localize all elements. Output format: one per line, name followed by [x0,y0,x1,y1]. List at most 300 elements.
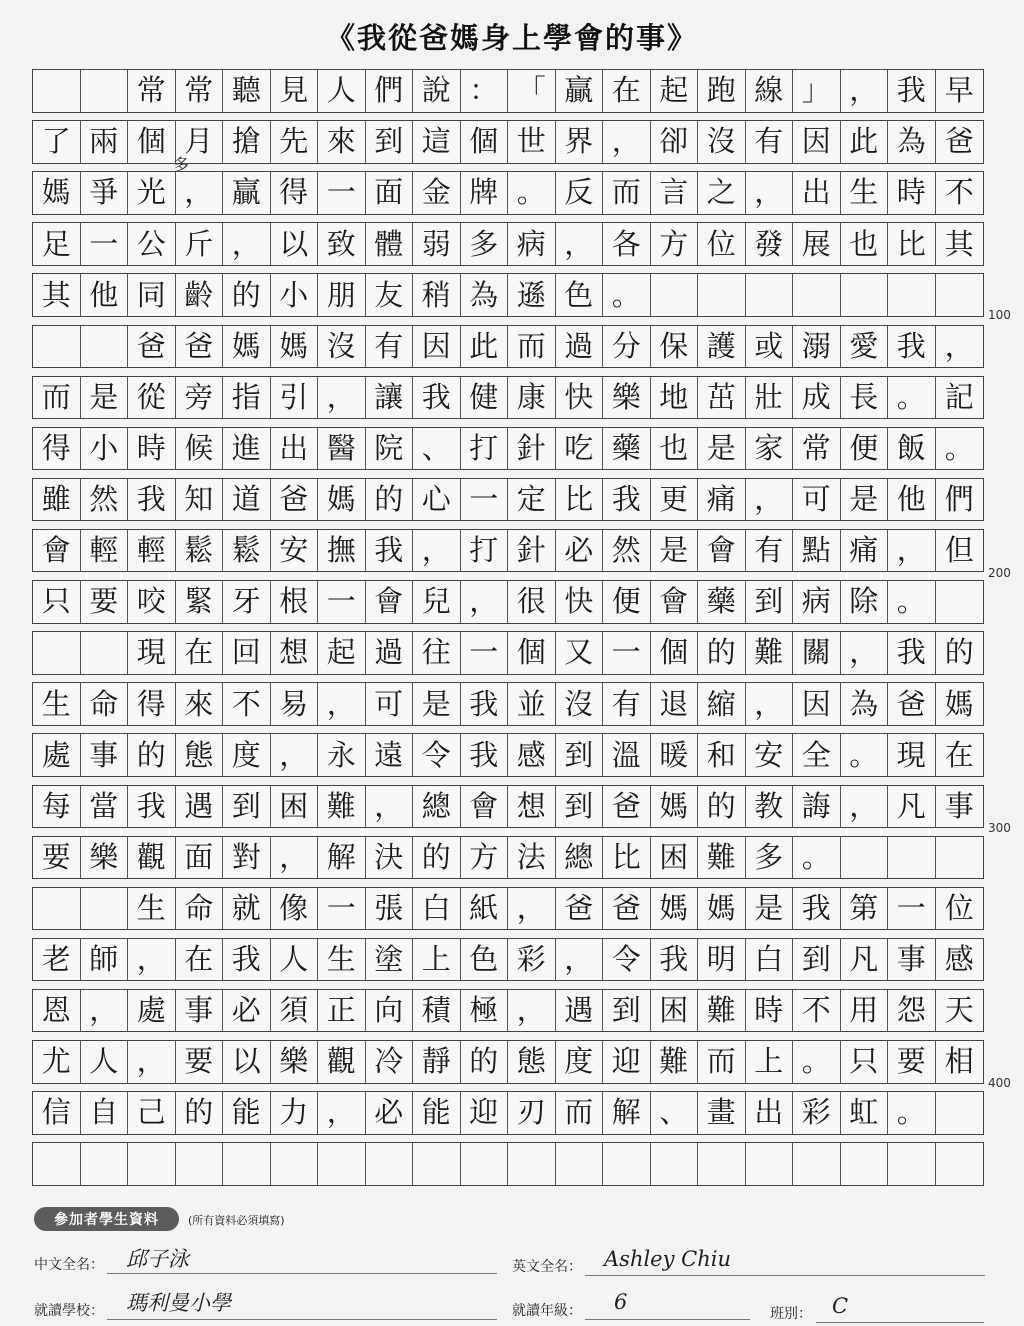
grid-cell [461,1143,509,1185]
grid-cell: 沒 [698,121,746,163]
grid-cell: 誨 [793,786,841,828]
grid-cell: 友 [366,274,414,316]
grid-cell [651,1143,699,1185]
grid-cell: 天 [944,993,974,1028]
grid-cell: 一 [318,888,366,930]
grid-cell: 公 [128,223,176,265]
grid-cell: 的 [176,1092,224,1134]
grid-cell: 退 [651,683,699,725]
grid-cell: 我 [651,939,699,981]
grid-cell: 事 [176,990,224,1032]
grid-cell: 指 [223,377,271,419]
grade-value: 6 [614,1290,628,1314]
grid-cell: 現 [128,632,176,674]
grid-cell [793,274,841,316]
grid-cell [33,888,81,930]
grid-cell: 家 [746,428,794,470]
grid-cell: 對 [223,837,271,879]
grid-cell: 人 [81,1041,129,1083]
grid-cell: 茁 [698,377,746,419]
grid-cell: ， [508,888,556,930]
grid-row [32,580,984,624]
grid-cell: 可 [366,683,414,725]
grid-cell: 得 [128,683,176,725]
grid-cell: 以 [223,1041,271,1083]
grid-cell: 。 [841,734,889,776]
grid-cell: 其 [33,274,81,316]
grid-cell [81,1143,129,1185]
grid-row [32,376,984,420]
grid-cell: 想 [508,786,556,828]
grid-cell: 人 [271,939,319,981]
grid-cell: 康 [508,377,556,419]
grid-cell: 媽 [944,686,974,721]
grid-cell: 月 [176,121,224,163]
class-value: C [832,1294,849,1318]
grid-cell: 爸 [556,888,604,930]
grid-row [32,171,984,215]
grid-cell: 記 [944,379,974,414]
grid-cell: 媽 [271,326,319,368]
grid-cell: ， [128,1041,176,1083]
grid-cell: 一 [81,223,129,265]
grid-row [32,1091,984,1135]
grid-cell: 一 [318,172,366,214]
grid-cell: 比 [556,479,604,521]
grid-cell: 打 [461,530,509,572]
grid-cell: 態 [508,1041,556,1083]
grid-cell: 事 [888,939,936,981]
grid-cell: 咬 [128,581,176,623]
grid-cell: 愛 [841,326,889,368]
grid-cell: 護 [698,326,746,368]
grid-cell: 在 [603,70,651,112]
grid-cell: 觀 [128,837,176,879]
english-name-label: 英文全名： [512,1259,582,1275]
grid-cell: 分 [603,326,651,368]
grid-cell: ， [556,223,604,265]
grid-cell: 畫 [698,1092,746,1134]
grid-cell: 過 [556,326,604,368]
grid-cell: 說 [413,70,461,112]
grid-cell: 候 [176,428,224,470]
grid-cell: 。 [508,172,556,214]
grid-cell: 斤 [176,223,224,265]
grid-cell: 個 [508,632,556,674]
grid-row [32,273,984,317]
grid-cell: 齡 [176,274,224,316]
grid-cell: 媽 [318,479,366,521]
grid-cell: ， [366,786,414,828]
grid-cell: 媽 [223,326,271,368]
grid-cell: 因 [793,121,841,163]
grid-cell: 贏 [556,70,604,112]
grid-cell: 可 [793,479,841,521]
grid-cell: 個 [128,121,176,163]
chinese-name-line [107,1273,497,1274]
grid-cell [176,1143,224,1185]
grid-cell: 到 [746,581,794,623]
grid-row [32,938,984,982]
grid-cell: 為 [888,121,936,163]
grid-cell: 永 [318,734,366,776]
grid-cell: 他 [888,479,936,521]
english-name-line [585,1275,985,1276]
grid-cell: ， [841,632,889,674]
counter-200: 200 [988,566,1011,580]
grid-cell [318,1143,366,1185]
grid-cell: 難 [698,837,746,879]
grid-cell: 為 [841,683,889,725]
grid-cell: 遜 [508,274,556,316]
grid-cell: 從 [128,377,176,419]
grid-cell: 自 [81,1092,129,1134]
grid-cell: 的 [698,786,746,828]
grid-cell: 並 [508,683,556,725]
grid-row [32,989,984,1033]
grid-cell: 長 [841,377,889,419]
grid-cell [81,888,129,930]
grid-cell: 處 [33,734,81,776]
grade-label: 就讀年級： [512,1303,582,1319]
grid-cell: 縮 [698,683,746,725]
grid-cell: ， [841,70,889,112]
grid-cell [746,274,794,316]
grid-cell [603,1143,651,1185]
grid-cell: 爸 [176,326,224,368]
grid-row [32,682,984,726]
grid-cell: 的 [128,734,176,776]
grid-cell: 。 [888,1092,936,1134]
grid-cell: ， [556,939,604,981]
grid-cell: 媽 [33,172,81,214]
chinese-name-label: 中文全名： [34,1257,104,1273]
grid-cell: 時 [128,428,176,470]
grid-cell: 很 [508,581,556,623]
grid-cell: 體 [366,223,414,265]
grid-cell: 現 [888,734,936,776]
grid-cell: 命 [176,888,224,930]
grid-cell: 個 [651,632,699,674]
badge-note: (所有資料必須填寫) [188,1214,285,1227]
grid-cell: 鬆 [223,530,271,572]
grid-cell: 爭 [81,172,129,214]
grid-cell: 到 [556,786,604,828]
grid-cell: 是 [81,377,129,419]
class-line [816,1322,984,1323]
grid-cell: 醫 [318,428,366,470]
grid-cell: ， [318,377,366,419]
grid-cell: 們 [366,70,414,112]
grid-row [32,631,984,675]
grid-cell: 上 [413,939,461,981]
grid-cell: 溺 [793,326,841,368]
grid-cell: 旁 [176,377,224,419]
english-name-value: Ashley Chiu [604,1247,731,1271]
grid-cell: ， [318,1092,366,1134]
grid-cell: 、 [413,428,461,470]
grid-cell: 會 [461,786,509,828]
grid-cell [888,274,936,316]
grid-cell: 刃 [508,1092,556,1134]
grid-cell: ， [746,172,794,214]
grid-cell: 多 [746,837,794,879]
grid-cell: ， [461,581,509,623]
grid-cell: 我 [223,939,271,981]
grid-cell: 成 [793,377,841,419]
school-value: 瑪利曼小學 [126,1291,231,1315]
grid-cell: 只 [841,1041,889,1083]
grid-cell: 的 [698,632,746,674]
grid-cell: ， [944,328,974,363]
grid-cell: 出 [271,428,319,470]
grid-cell: 」 [793,70,841,112]
counter-100: 100 [988,308,1011,322]
grid-cell: 我 [603,479,651,521]
counter-400: 400 [988,1076,1011,1090]
grid-cell: 爸 [603,786,651,828]
grid-cell: 有 [603,683,651,725]
grid-cell: 會 [698,530,746,572]
grid-cell: 在 [176,632,224,674]
grid-cell: 恩 [33,990,81,1032]
grid-cell: 藥 [603,428,651,470]
grid-cell: 必 [223,990,271,1032]
grid-cell: 不 [793,990,841,1032]
grid-cell: 感 [944,942,974,977]
grid-cell: ， [128,939,176,981]
grid-cell: 信 [33,1092,81,1134]
grid-cell: 金 [413,172,461,214]
grid-cell: 。 [603,274,651,316]
grid-cell [223,1143,271,1185]
grid-cell: 起 [651,70,699,112]
grid-cell: 常 [176,70,224,112]
grid-cell: 凡 [841,939,889,981]
grid-cell: 又 [556,632,604,674]
grid-cell: 爸 [271,479,319,521]
grid-cell: 弱 [413,223,461,265]
grid-cell: 凡 [888,786,936,828]
grid-cell: 張 [366,888,414,930]
grid-cell: 要 [33,837,81,879]
grid-cell: 比 [888,223,936,265]
grid-cell: 常 [128,70,176,112]
grid-cell: 一 [888,888,936,930]
grid-cell: 的 [413,837,461,879]
grid-cell: 虹 [841,1092,889,1134]
grid-cell: 難 [746,632,794,674]
grid-cell: 迎 [603,1041,651,1083]
grid-cell: 反 [556,172,604,214]
grid-cell: 方 [651,223,699,265]
grid-cell: 當 [81,786,129,828]
grid-cell: 命 [81,683,129,725]
grid-cell: 度 [223,734,271,776]
grid-cell: 積 [413,990,461,1032]
grid-cell: 沒 [318,326,366,368]
grid-cell: 就 [223,888,271,930]
grid-cell: 吃 [556,428,604,470]
grid-cell: 的 [366,479,414,521]
grid-cell: 爸 [944,124,974,159]
grid-cell: ， [223,223,271,265]
grid-row [32,478,984,522]
grid-cell: 我 [888,326,936,368]
grid-cell: 極 [461,990,509,1032]
grid-cell: ， [746,479,794,521]
grid-cell: 但 [944,533,974,568]
grid-cell [366,1143,414,1185]
grid-cell: 便 [603,581,651,623]
grid-cell: 得 [271,172,319,214]
grid-cell: 到 [366,121,414,163]
grid-row [32,529,984,573]
grid-cell: 展 [793,223,841,265]
grid-cell: ， [271,837,319,879]
grid-cell: 明 [698,939,746,981]
grid-cell: 聽 [223,70,271,112]
grid-cell: 致 [318,223,366,265]
grid-cell: 每 [33,786,81,828]
grid-cell: 能 [223,1092,271,1134]
grid-cell [413,1143,461,1185]
grid-cell: 。 [793,837,841,879]
grid-cell [508,1143,556,1185]
grid-cell [936,1092,984,1134]
grid-cell [936,581,984,623]
grid-cell: 牙 [223,581,271,623]
grid-cell: ， [888,530,936,572]
grid-cell: 樂 [603,377,651,419]
grid-cell: 時 [888,172,936,214]
grid-cell: 想 [271,632,319,674]
grid-cell: 向 [366,990,414,1032]
grid-cell: 得 [33,428,81,470]
grid-cell: 而 [556,1092,604,1134]
grid-cell [33,1143,81,1185]
grid-cell: 言 [651,172,699,214]
grid-cell: 困 [651,837,699,879]
grid-cell: 兒 [413,581,461,623]
class-label: 班別： [770,1306,812,1322]
grid-cell: 線 [746,70,794,112]
grid-cell: 爸 [128,326,176,368]
grid-cell: 溫 [603,734,651,776]
grid-cell: 此 [461,326,509,368]
grid-cell: 雖 [33,479,81,521]
grid-cell: 回 [223,632,271,674]
grid-cell: 光 [128,172,176,214]
grid-cell: 然 [81,479,129,521]
school-line [107,1319,497,1320]
grid-cell [651,274,699,316]
grid-cell: 跑 [698,70,746,112]
grid-cell: 。 [944,431,974,466]
grid-cell: 藥 [698,581,746,623]
grid-row [32,222,984,266]
grade-line [585,1319,750,1320]
grid-cell: 起 [318,632,366,674]
grid-cell: 人 [318,70,366,112]
grid-cell: 難 [318,786,366,828]
grid-cell: 定 [508,479,556,521]
grid-cell: 出 [746,1092,794,1134]
chinese-name-value: 邱子泳 [126,1247,189,1271]
grid-cell: 個 [461,121,509,163]
grid-cell: 贏 [223,172,271,214]
grid-cell: 迎 [461,1092,509,1134]
grid-cell: 小 [271,274,319,316]
grid-cell: 我 [888,632,936,674]
grid-cell: 一 [461,479,509,521]
grid-cell: 令 [603,939,651,981]
grid-cell [81,70,129,112]
grid-cell: 各 [603,223,651,265]
grid-cell: 到 [223,786,271,828]
grid-cell: 便 [841,428,889,470]
grid-cell: 讓 [366,377,414,419]
grid-cell: 事 [81,734,129,776]
grid-cell: 色 [461,939,509,981]
grid-row [32,427,984,471]
grid-cell: ， [318,683,366,725]
grid-cell: 是 [651,530,699,572]
grid-cell: 一 [603,632,651,674]
grid-cell: 發 [746,223,794,265]
grid-cell: 之 [698,172,746,214]
grid-row [32,1142,984,1186]
grid-cell [841,837,889,879]
grid-cell: 困 [651,990,699,1032]
grid-cell [698,274,746,316]
grid-cell: 決 [366,837,414,879]
grid-cell: 他 [81,274,129,316]
grid-cell: 而 [33,377,81,419]
grid-cell: 法 [508,837,556,879]
grid-cell: 己 [128,1092,176,1134]
grid-cell: 也 [841,223,889,265]
grid-cell: 要 [81,581,129,623]
grid-cell: 除 [841,581,889,623]
grid-cell: 會 [33,530,81,572]
grid-cell: ， [746,683,794,725]
grid-cell: 尤 [33,1041,81,1083]
grid-cell: 樂 [271,1041,319,1083]
grid-row [32,836,984,880]
grid-cell: 因 [413,326,461,368]
grid-cell: 因 [793,683,841,725]
grid-cell: 遠 [366,734,414,776]
grid-cell: 輕 [128,530,176,572]
grid-cell [698,1143,746,1185]
grid-cell: 的 [461,1041,509,1083]
grid-cell: 到 [603,990,651,1032]
grid-cell: 觀 [318,1041,366,1083]
grid-cell: 我 [128,786,176,828]
grid-cell: 正 [318,990,366,1032]
grid-cell: 。 [793,1041,841,1083]
grid-cell [746,1143,794,1185]
grid-cell: 一 [461,632,509,674]
grid-cell: 面 [176,837,224,879]
grid-cell: 位 [698,223,746,265]
grid-cell: 遇 [556,990,604,1032]
grid-cell: 必 [366,1092,414,1134]
grid-cell: 同 [128,274,176,316]
grid-cell: 快 [556,377,604,419]
grid-cell: 保 [651,326,699,368]
